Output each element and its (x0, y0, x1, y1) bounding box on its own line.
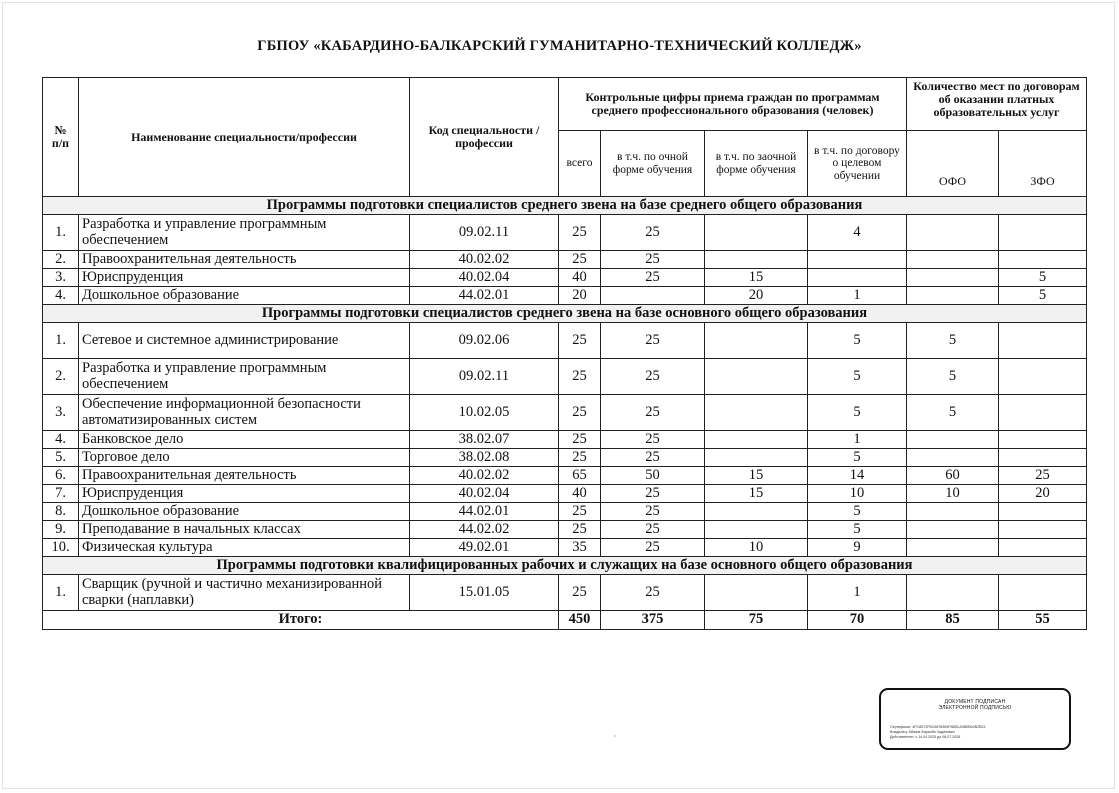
row-number: 4. (43, 287, 79, 305)
row-number: 10. (43, 539, 79, 557)
row-code: 49.02.01 (410, 539, 559, 557)
row-correspondence: 15 (705, 269, 808, 287)
row-targeted (808, 251, 907, 269)
scan-speck (614, 735, 616, 737)
row-number: 6. (43, 467, 79, 485)
totals-ft: 375 (601, 611, 705, 630)
row-ofo (907, 503, 999, 521)
header-paid-places: Количество мест по договорам об оказании платных образовательных услуг (907, 78, 1087, 131)
row-total: 25 (559, 359, 601, 395)
row-name: Сетевое и системное администрирование (79, 323, 410, 359)
header-total: всего (559, 131, 601, 197)
row-ofo: 5 (907, 359, 999, 395)
row-number: 3. (43, 269, 79, 287)
row-correspondence (705, 431, 808, 449)
stamp-certificate: Сертификат: 4FC8572FBC6676969F8B5CA0B0B02B2B23 (890, 725, 986, 729)
header-fulltime: в т.ч. по очной форме обучения (601, 131, 705, 197)
row-fulltime: 25 (601, 323, 705, 359)
row-ofo (907, 251, 999, 269)
row-total: 25 (559, 395, 601, 431)
row-zfo: 25 (999, 467, 1087, 485)
admission-table (42, 77, 1087, 630)
row-correspondence (705, 359, 808, 395)
row-fulltime: 25 (601, 449, 705, 467)
row-targeted: 1 (808, 431, 907, 449)
totals-row (43, 611, 1087, 630)
row-zfo (999, 503, 1087, 521)
row-code: 09.02.06 (410, 323, 559, 359)
row-total: 25 (559, 503, 601, 521)
table-row (43, 215, 1087, 251)
row-correspondence (705, 251, 808, 269)
row-total: 25 (559, 521, 601, 539)
row-name: Физическая культура (79, 539, 410, 557)
header-correspondence: в т.ч. по заочной форме обучения (705, 131, 808, 197)
row-zfo (999, 539, 1087, 557)
table-row (43, 395, 1087, 431)
row-name: Разработка и управление программным обеспечением (79, 215, 410, 251)
header-num: № п/п (43, 78, 79, 197)
row-zfo (999, 359, 1087, 395)
row-ofo: 5 (907, 395, 999, 431)
row-fulltime: 25 (601, 359, 705, 395)
row-code: 09.02.11 (410, 215, 559, 251)
row-total: 25 (559, 431, 601, 449)
row-ofo (907, 449, 999, 467)
table-row (43, 431, 1087, 449)
row-correspondence (705, 575, 808, 611)
table-row (43, 521, 1087, 539)
row-code: 40.02.02 (410, 467, 559, 485)
row-name: Дошкольное образование (79, 287, 410, 305)
row-fulltime: 25 (601, 503, 705, 521)
row-correspondence: 20 (705, 287, 808, 305)
table-row (43, 575, 1087, 611)
row-ofo: 10 (907, 485, 999, 503)
row-zfo: 5 (999, 269, 1087, 287)
table-row (43, 269, 1087, 287)
row-correspondence (705, 503, 808, 521)
row-targeted: 9 (808, 539, 907, 557)
row-zfo (999, 395, 1087, 431)
section-header-row (43, 557, 1087, 575)
header-zfo: ЗФО (999, 131, 1087, 197)
row-ofo (907, 287, 999, 305)
row-correspondence: 15 (705, 485, 808, 503)
row-targeted: 10 (808, 485, 907, 503)
section-header-row (43, 197, 1087, 215)
row-fulltime: 25 (601, 485, 705, 503)
row-correspondence (705, 521, 808, 539)
row-fulltime: 25 (601, 215, 705, 251)
table-row (43, 503, 1087, 521)
row-ofo (907, 521, 999, 539)
row-targeted: 14 (808, 467, 907, 485)
table-row (43, 449, 1087, 467)
row-zfo (999, 215, 1087, 251)
row-number: 3. (43, 395, 79, 431)
row-ofo: 5 (907, 323, 999, 359)
row-code: 09.02.11 (410, 359, 559, 395)
row-zfo (999, 449, 1087, 467)
stamp-title-line2: ЭЛЕКТРОННОЙ ПОДПИСЬЮ (938, 705, 1012, 711)
row-code: 40.02.02 (410, 251, 559, 269)
row-zfo (999, 323, 1087, 359)
row-name: Преподавание в начальных классах (79, 521, 410, 539)
row-code: 10.02.05 (410, 395, 559, 431)
row-number: 7. (43, 485, 79, 503)
header-name: Наименование специальности/профессии (79, 78, 410, 197)
totals-ofo: 85 (907, 611, 999, 630)
totals-corr: 75 (705, 611, 808, 630)
row-targeted: 5 (808, 521, 907, 539)
table-row (43, 359, 1087, 395)
row-total: 40 (559, 485, 601, 503)
row-number: 2. (43, 359, 79, 395)
totals-target: 70 (808, 611, 907, 630)
header-targeted: в т.ч. по договору о целевом обучении (808, 131, 907, 197)
row-total: 25 (559, 449, 601, 467)
row-name: Правоохранительная деятельность (79, 251, 410, 269)
row-zfo (999, 431, 1087, 449)
section-title: Программы подготовки специалистов среднего звена на базе среднего общего образования (43, 197, 1087, 215)
table-row (43, 485, 1087, 503)
table-row (43, 251, 1087, 269)
row-targeted: 1 (808, 575, 907, 611)
row-fulltime: 25 (601, 521, 705, 539)
header-control-figures: Контрольные цифры приема граждан по программам среднего профессионального образования (человек) (559, 78, 907, 131)
table-body (43, 197, 1087, 630)
stamp-owner: Владелец: Абазов Барасби Задинович (890, 730, 955, 734)
row-targeted: 5 (808, 359, 907, 395)
section-title: Программы подготовки квалифицированных рабочих и служащих на базе основного общего образования (43, 557, 1087, 575)
table-row (43, 323, 1087, 359)
row-code: 38.02.08 (410, 449, 559, 467)
row-code: 38.02.07 (410, 431, 559, 449)
row-name: Сварщик (ручной и частично механизированной сварки (наплавки) (79, 575, 410, 611)
row-fulltime: 25 (601, 575, 705, 611)
row-name: Торговое дело (79, 449, 410, 467)
stamp-title-line1: ДОКУМЕНТ ПОДПИСАН (944, 699, 1006, 705)
totals-zfo: 55 (999, 611, 1087, 630)
row-fulltime: 25 (601, 251, 705, 269)
row-number: 2. (43, 251, 79, 269)
row-name: Дошкольное образование (79, 503, 410, 521)
row-name: Обеспечение информационной безопасности автоматизированных систем (79, 395, 410, 431)
row-targeted: 5 (808, 449, 907, 467)
row-targeted: 5 (808, 503, 907, 521)
row-code: 44.02.01 (410, 287, 559, 305)
row-number: 1. (43, 215, 79, 251)
row-code: 44.02.01 (410, 503, 559, 521)
row-correspondence (705, 323, 808, 359)
row-fulltime: 25 (601, 539, 705, 557)
row-fulltime: 25 (601, 395, 705, 431)
row-code: 40.02.04 (410, 485, 559, 503)
row-total: 35 (559, 539, 601, 557)
row-targeted: 5 (808, 395, 907, 431)
row-name: Юриспруденция (79, 269, 410, 287)
header-ofo: ОФО (907, 131, 999, 197)
table-row (43, 287, 1087, 305)
row-ofo (907, 575, 999, 611)
row-name: Банковское дело (79, 431, 410, 449)
row-code: 40.02.04 (410, 269, 559, 287)
row-number: 1. (43, 323, 79, 359)
row-zfo (999, 575, 1087, 611)
row-zfo (999, 251, 1087, 269)
row-code: 15.01.05 (410, 575, 559, 611)
row-correspondence (705, 449, 808, 467)
row-number: 1. (43, 575, 79, 611)
row-targeted (808, 269, 907, 287)
row-ofo (907, 431, 999, 449)
row-total: 25 (559, 575, 601, 611)
table-row (43, 539, 1087, 557)
row-name: Юриспруденция (79, 485, 410, 503)
row-number: 4. (43, 431, 79, 449)
row-fulltime: 25 (601, 431, 705, 449)
row-total: 25 (559, 323, 601, 359)
table-row (43, 467, 1087, 485)
row-name: Разработка и управление программным обеспечением (79, 359, 410, 395)
totals-label: Итого: (43, 611, 559, 630)
row-fulltime (601, 287, 705, 305)
document-title: ГБПОУ «КАБАРДИНО-БАЛКАРСКИЙ ГУМАНИТАРНО-ТЕХНИЧЕСКИЙ КОЛЛЕДЖ» (257, 38, 862, 54)
row-ofo (907, 215, 999, 251)
row-total: 40 (559, 269, 601, 287)
header-code: Код специальности / профессии (410, 78, 559, 197)
row-zfo (999, 521, 1087, 539)
electronic-signature-stamp (879, 688, 1071, 750)
row-number: 8. (43, 503, 79, 521)
section-header-row (43, 305, 1087, 323)
stamp-validity: Действителен: с 14.04.2025 до 08.07.2026 (890, 735, 961, 739)
row-ofo (907, 269, 999, 287)
row-number: 9. (43, 521, 79, 539)
row-number: 5. (43, 449, 79, 467)
row-ofo (907, 539, 999, 557)
row-correspondence (705, 395, 808, 431)
row-name: Правоохранительная деятельность (79, 467, 410, 485)
row-targeted: 5 (808, 323, 907, 359)
row-fulltime: 50 (601, 467, 705, 485)
row-total: 25 (559, 215, 601, 251)
row-total: 20 (559, 287, 601, 305)
row-correspondence: 15 (705, 467, 808, 485)
row-code: 44.02.02 (410, 521, 559, 539)
row-targeted: 1 (808, 287, 907, 305)
row-targeted: 4 (808, 215, 907, 251)
row-ofo: 60 (907, 467, 999, 485)
row-correspondence (705, 215, 808, 251)
row-correspondence: 10 (705, 539, 808, 557)
section-title: Программы подготовки специалистов среднего звена на базе основного общего образования (43, 305, 1087, 323)
row-zfo: 5 (999, 287, 1087, 305)
totals-total: 450 (559, 611, 601, 630)
row-zfo: 20 (999, 485, 1087, 503)
row-total: 65 (559, 467, 601, 485)
row-total: 25 (559, 251, 601, 269)
row-fulltime: 25 (601, 269, 705, 287)
